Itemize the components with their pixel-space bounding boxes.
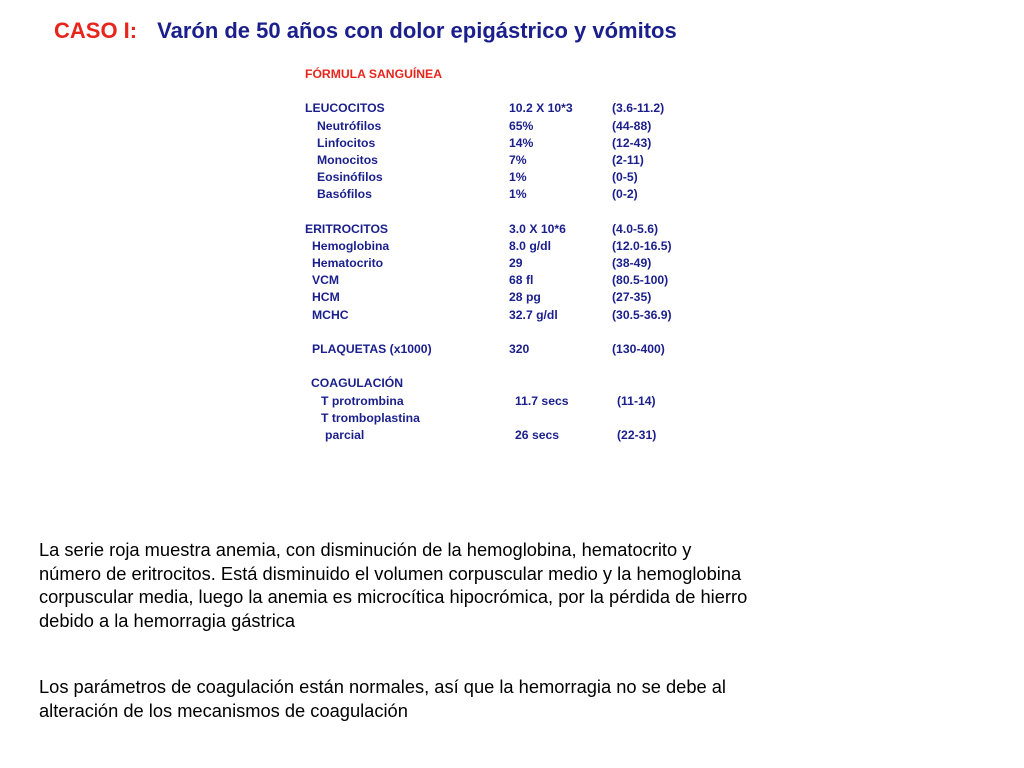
coag-heading: COAGULACIÓN bbox=[311, 376, 404, 391]
lab-row-eritrocitos bbox=[305, 221, 659, 238]
lab-value: 3.0 X 10*6 bbox=[509, 221, 566, 236]
spacer bbox=[305, 358, 442, 375]
lab-value: 320 bbox=[509, 342, 530, 356]
lab-row-plaquetas bbox=[305, 341, 665, 358]
lab-name: Monocitos bbox=[317, 152, 378, 167]
lab-heading: FÓRMULA SANGUÍNEA bbox=[305, 67, 442, 81]
lab-range: (30.5-36.9) bbox=[612, 307, 672, 322]
lab-value: 1% bbox=[509, 170, 527, 185]
lab-value: 68 fl bbox=[509, 273, 534, 288]
lab-name: Neutrófilos bbox=[317, 118, 382, 133]
lab-value: 32.7 g/dl bbox=[509, 307, 558, 322]
lab-name: PLAQUETAS (x1000) bbox=[312, 342, 432, 356]
paragraph-line: alteración de los mecanismos de coagulación bbox=[39, 699, 408, 721]
lab-name: MCHC bbox=[312, 307, 349, 322]
lab-name: ERITROCITOS bbox=[305, 221, 389, 236]
lab-name: Basófilos bbox=[317, 187, 372, 202]
lab-name: Linfocitos bbox=[317, 135, 376, 150]
lab-range: (38-49) bbox=[612, 256, 652, 271]
lab-value: 29 bbox=[509, 256, 523, 271]
lab-range: (11-14) bbox=[617, 393, 656, 408]
lab-value: 7% bbox=[509, 152, 527, 167]
coagulation-paragraph bbox=[39, 675, 999, 722]
lab-range: (12.0-16.5) bbox=[612, 238, 672, 253]
lab-row-mchc bbox=[305, 307, 672, 324]
lab-row-hemoglobina bbox=[305, 238, 672, 255]
spacer bbox=[305, 324, 442, 341]
lab-row-coagulacion-heading bbox=[305, 375, 442, 392]
lab-name: VCM bbox=[312, 273, 340, 288]
lab-row-basofilos bbox=[305, 186, 638, 203]
lab-row-hcm bbox=[305, 289, 652, 306]
lab-row-monocitos bbox=[305, 152, 644, 169]
lab-value: 26 secs bbox=[515, 427, 560, 442]
lab-value: 14% bbox=[509, 135, 534, 150]
lab-value: 10.2 X 10*3 bbox=[509, 101, 573, 116]
lab-value: 1% bbox=[509, 187, 527, 202]
lab-range: (12-43) bbox=[612, 135, 652, 150]
slide-title bbox=[54, 18, 677, 44]
lab-row-tromboplastina bbox=[305, 410, 442, 427]
lab-range: (0-2) bbox=[612, 187, 638, 202]
case-description: Varón de 50 años con dolor epigástrico y vómitos bbox=[157, 18, 677, 43]
lab-row-eosinofilos bbox=[305, 169, 638, 186]
lab-name: Eosinófilos bbox=[317, 170, 383, 185]
case-label: CASO I: bbox=[54, 18, 138, 43]
lab-name: LEUCOCITOS bbox=[305, 101, 385, 116]
lab-name: T tromboplastina bbox=[321, 410, 420, 425]
lab-name: HCM bbox=[312, 290, 340, 305]
lab-range: (2-11) bbox=[612, 152, 644, 167]
lab-name: Hemoglobina bbox=[312, 238, 390, 253]
lab-range: (44-88) bbox=[612, 118, 652, 133]
interpretation-paragraph bbox=[39, 538, 999, 632]
spacer bbox=[305, 83, 442, 100]
lab-name: T protrombina bbox=[321, 393, 404, 408]
lab-range: (80.5-100) bbox=[612, 273, 669, 288]
lab-value: 28 pg bbox=[509, 290, 541, 305]
lab-name: parcial bbox=[325, 427, 365, 442]
lab-row-tromboplastina-parcial bbox=[305, 427, 657, 444]
lab-value: 65% bbox=[509, 118, 534, 133]
lab-range: (3.6-11.2) bbox=[612, 101, 665, 116]
lab-range: (4.0-5.6) bbox=[612, 221, 659, 236]
paragraph-line: número de eritrocitos. Está disminuido el volumen corpuscular medio y la hemoglobina bbox=[39, 562, 742, 584]
paragraph-line: La serie roja muestra anemia, con disminución de la hemoglobina, hematocrito y bbox=[39, 539, 692, 560]
lab-row-protrombina bbox=[305, 393, 656, 410]
lab-results-table bbox=[305, 66, 672, 444]
lab-row-hematocrito bbox=[305, 255, 652, 272]
lab-row-neutrofilos bbox=[305, 118, 652, 135]
paragraph-line: Los parámetros de coagulación están normales, así que la hemorragia no se debe al bbox=[39, 676, 726, 697]
lab-value: 8.0 g/dl bbox=[509, 238, 551, 253]
lab-range: (130-400) bbox=[612, 342, 665, 356]
lab-row-linfocitos bbox=[305, 135, 652, 152]
spacer bbox=[305, 204, 442, 221]
paragraph-line: corpuscular media, luego la anemia es microcítica hipocrómica, por la pérdida de hierro bbox=[39, 586, 748, 607]
lab-name: Hematocrito bbox=[312, 256, 384, 271]
lab-row-leucocitos bbox=[305, 100, 665, 117]
paragraph-line: debido a la hemorragia gástrica bbox=[39, 609, 296, 631]
lab-row-vcm bbox=[305, 272, 669, 289]
lab-range: (0-5) bbox=[612, 170, 638, 185]
lab-range: (27-35) bbox=[612, 290, 652, 305]
lab-range: (22-31) bbox=[617, 427, 657, 442]
lab-value: 11.7 secs bbox=[515, 393, 569, 408]
